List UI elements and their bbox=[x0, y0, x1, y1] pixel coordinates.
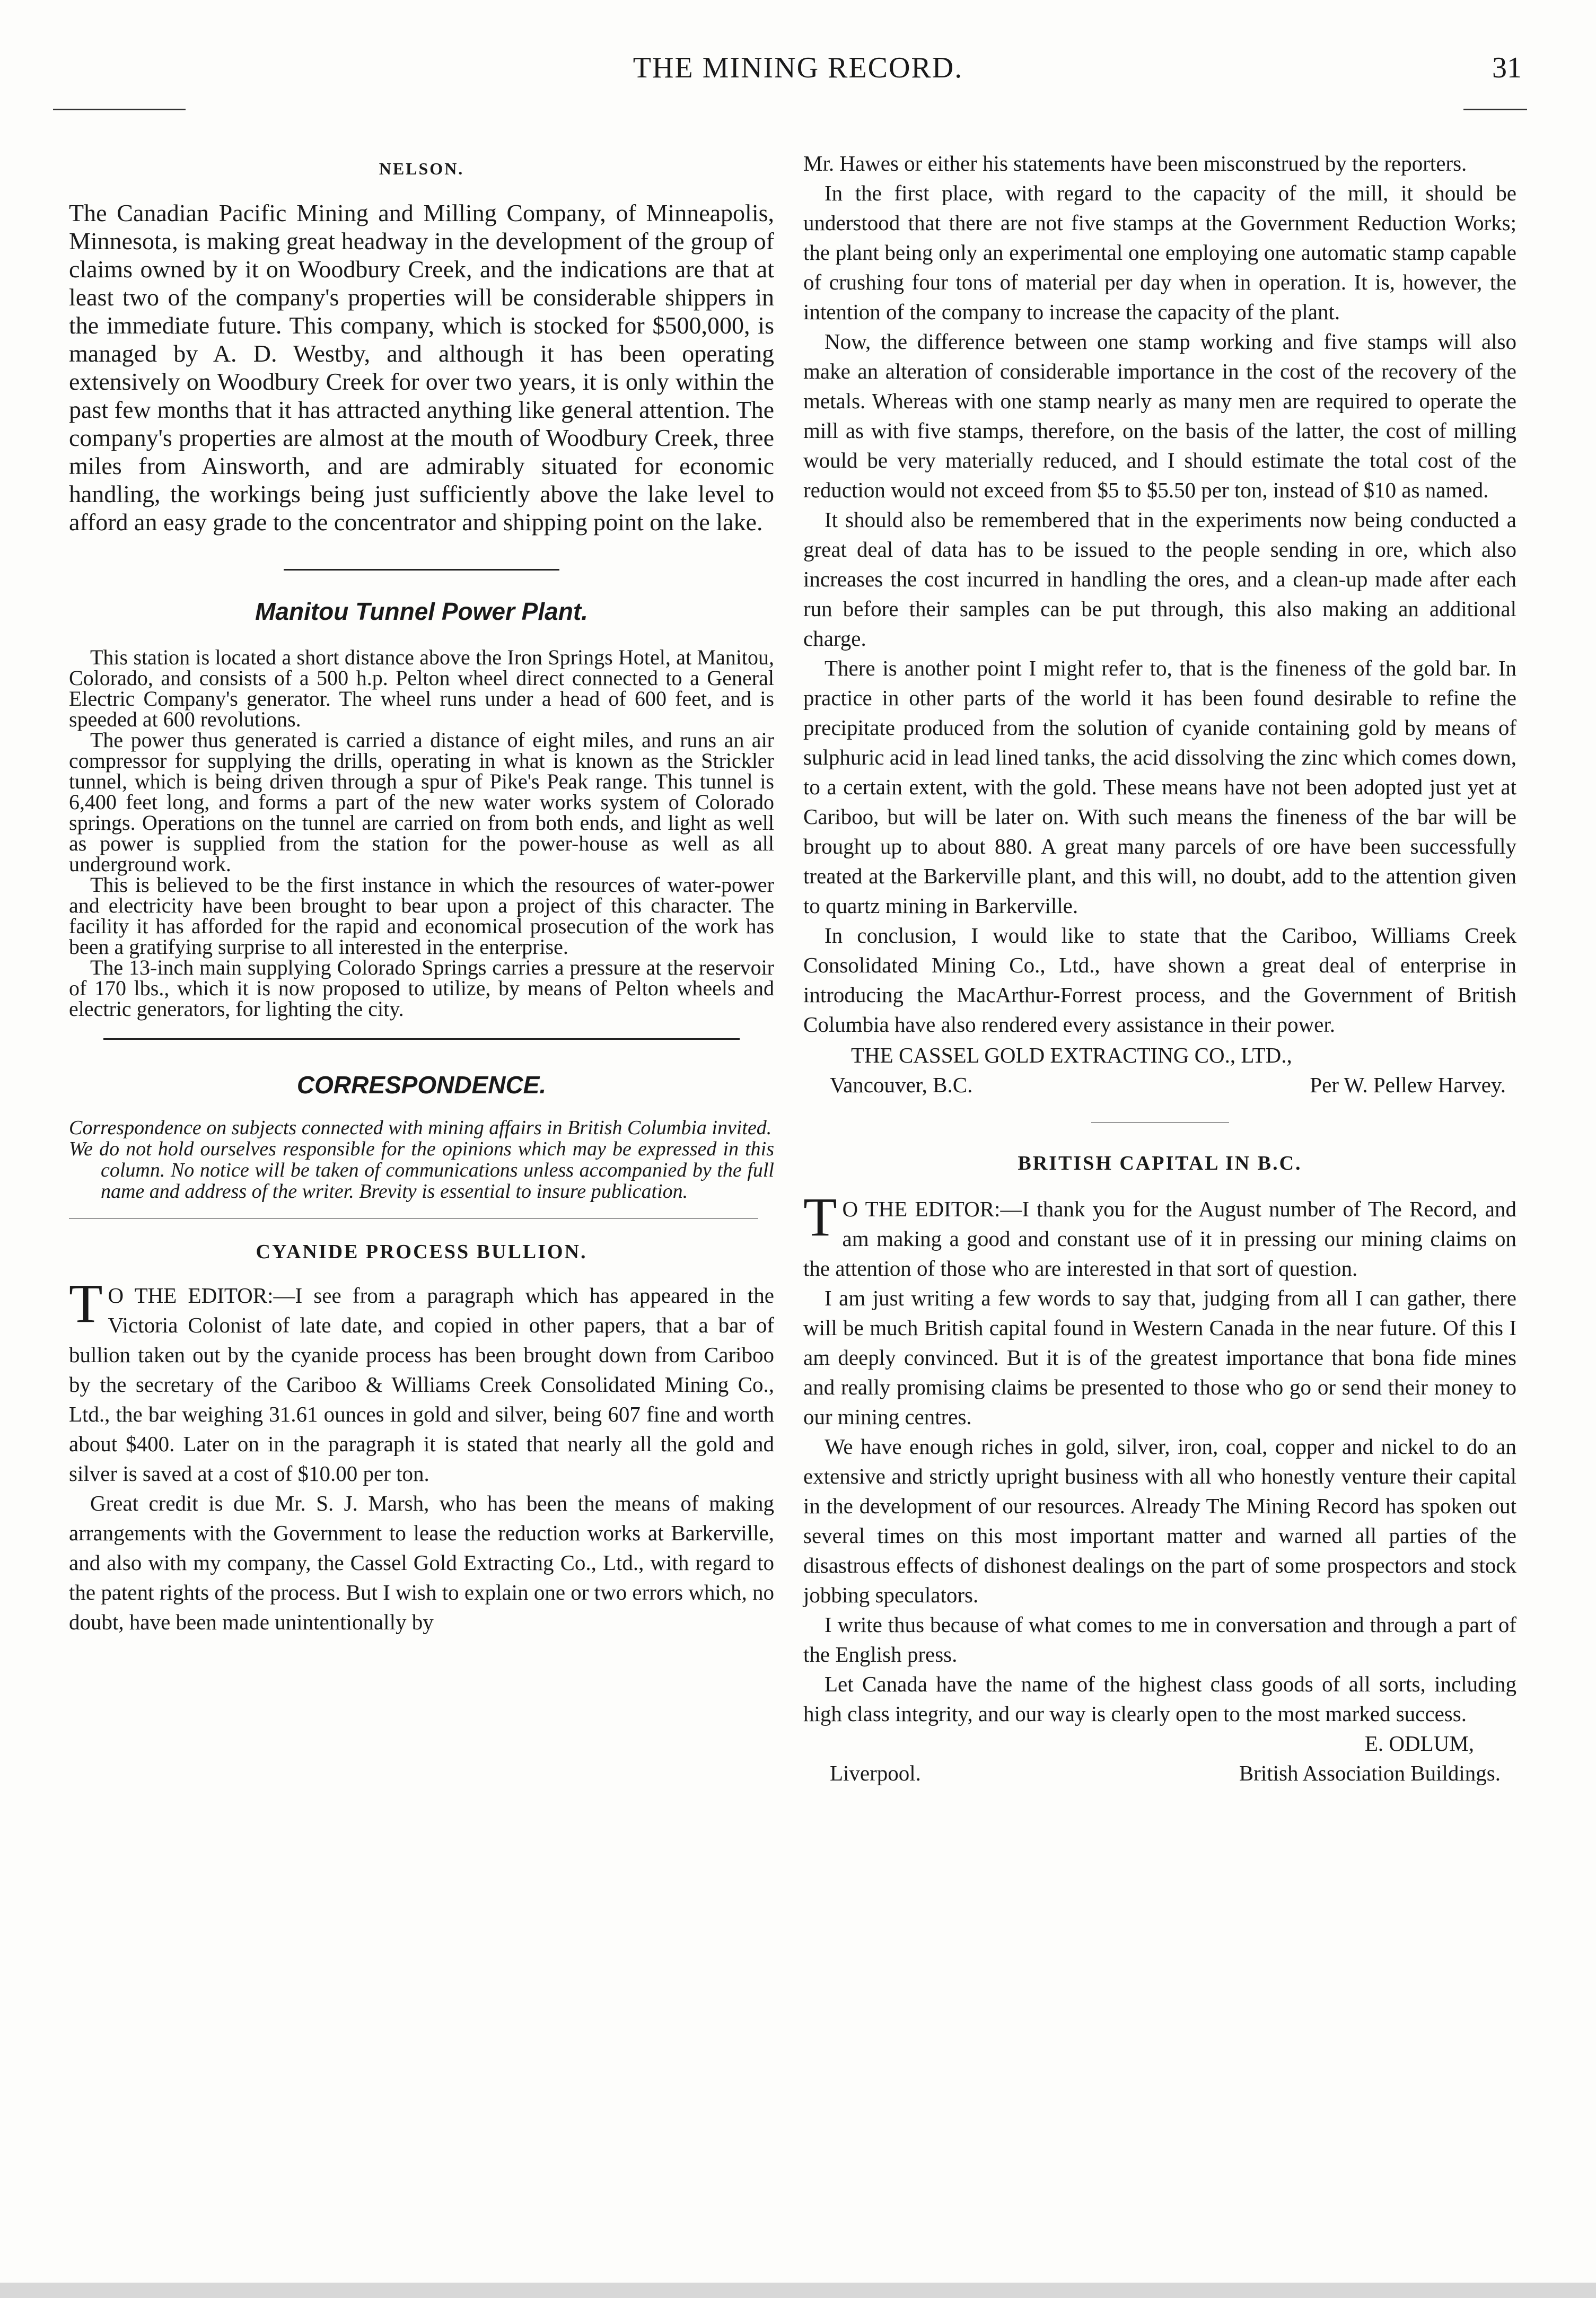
british-first-paragraph: T O THE EDITOR:—I thank you for the August number of The Record, and am making a good and constant use of it in pressing our mining claims on the attention of those who are interested in that sort of question. bbox=[803, 1187, 1516, 1280]
section-divider bbox=[284, 569, 559, 571]
nelson-paragraph: The Canadian Pacific Mining and Milling Company, of Minneapolis, Minnesota, is making great headway in the development of the group of claims owned by it on Woodbury Creek, and the indications are that at least two of the company's properties will be considerable shippers in the immediate future. This company, which is stocked for $500,000, is managed by A. D. Westby, and although it has been operating extensively on Woodbury Creek for over two years, it is only within the past few months that it has attracted anything like general attention. The company's properties are almost at the mouth of Woodbury Creek, three miles from Ainsworth, and are admirably situated for economic handling, the workings being just sufficiently above the lake level to afford an easy grade to the concentrator and shipping point on the lake. bbox=[69, 199, 774, 536]
signature-place: Vancouver, B.C. bbox=[830, 1073, 973, 1097]
manitou-paragraph: The 13-inch main supplying Colorado Springs carries a pressure at the reservoir of 170 lbs., which it is now proposed to utilize, by means of Pelton wheels and electric generators, for lighting the city. bbox=[69, 955, 774, 1021]
signature-address: British Association Buildings. bbox=[1239, 1761, 1501, 1785]
journal-title: THE MINING RECORD. bbox=[633, 51, 963, 84]
cyanide-signature bbox=[803, 1040, 1516, 1100]
drop-cap: T bbox=[803, 1187, 837, 1248]
british-paragraph: I am just writing a few words to say that, judging from all I can gather, there will be much British capital found in Western Canada in the near future. Of this I am deeply convinced. But it is of the greatest importance that bona fide mines and really promising claims be presented to those who go or send their money to our mining centres. bbox=[803, 1286, 1516, 1429]
british-signature bbox=[803, 1729, 1516, 1788]
header-rule-left bbox=[53, 109, 186, 110]
manitou-title: Manitou Tunnel Power Plant. bbox=[255, 598, 588, 625]
section-divider bbox=[69, 1218, 758, 1219]
manitou-paragraph: This is believed to be the first instance in which the resources of water-power and electricity have been brought to bear upon a project of this character. The facility it has afforded for the rapid and economical prosecution of the work has been a gratifying surprise to all interested in the enterprise. bbox=[69, 873, 774, 959]
signature-place: Liverpool. bbox=[830, 1761, 921, 1785]
drop-cap: T bbox=[69, 1273, 103, 1334]
correspondence-note: Correspondence on subjects connected with mining affairs in British Columbia invited. bbox=[69, 1117, 772, 1139]
manitou-paragraph: This station is located a short distance above the Iron Springs Hotel, at Manitou, Colorado, and consists of a 500 h.p. Pelton wheel direct connected to a General Electric Company's generator. The wheel runs under a head of 600 feet, and is speeded at 600 revolutions. bbox=[69, 645, 774, 731]
page-number: 31 bbox=[1492, 51, 1522, 84]
section-divider bbox=[1091, 1122, 1229, 1123]
cyanide-paragraph: Now, the difference between one stamp working and five stamps will also make an alteration of considerable importance in the cost of the recovery of the metals. Whereas with one stamp nearly as many men are required to operate the mill as with five stamps, therefore, on the basis of the latter, the cost of milling would be very materially reduced, and I should estimate the total cost of the reduction would not exceed from $5 to $5.50 per ton, instead of $10 as named. bbox=[803, 329, 1516, 502]
right-column bbox=[803, 148, 1516, 1788]
british-paragraph: Let Canada have the name of the highest class goods of all sorts, including high class integrity, and our way is clearly open to the most marked success. bbox=[803, 1672, 1516, 1726]
cyanide-article bbox=[69, 1273, 774, 1637]
british-paragraph: I write thus because of what comes to me in conversation and through a part of the English press. bbox=[803, 1612, 1516, 1667]
cyanide-paragraph: There is another point I might refer to, that is the fineness of the gold bar. In practice in other parts of the world it has been found desirable to refine the precipitate produced from the solution of cyanide containing gold by means of sulphuric acid in lead lined tanks, the acid dissolving the zinc which comes down, to a certain extent, with the gold. These means have not been adopted just yet at Cariboo, but will be later on. With such means the fineness of the bar will be brought up to about 880. A great many parcels of ore have been successfully treated at the Barkerville plant, and this will, no doubt, add to the attention given to quartz mining in Barkerville. bbox=[803, 656, 1516, 918]
british-paragraph: We have enough riches in gold, silver, iron, coal, copper and nickel to do an extensive and strictly upright business with all who honestly venture their capital in the development of our resources. Already The Mining Record has spoken out several times on this most important matter and warned all parties of the disastrous effects of dishonest dealings on the part of some prospectors and stock jobbing speculators. bbox=[803, 1434, 1516, 1607]
left-column bbox=[69, 148, 774, 1637]
nelson-title: NELSON. bbox=[379, 159, 464, 178]
cyanide-article-continued bbox=[803, 148, 1516, 1039]
header-rule-right bbox=[1463, 109, 1527, 110]
british-article bbox=[803, 1187, 1516, 1729]
scan-bottom-band bbox=[0, 2283, 1596, 2298]
manitou-article bbox=[69, 647, 774, 1019]
manitou-paragraph: The power thus generated is carried a distance of eight miles, and runs an air compressor for supplying the drills, operating in what is known as the Strickler tunnel, which is being driven through a spur of Pike's Peak range. This tunnel is 6,400 feet long, and forms a part of the new water works system of Colorado springs. Operations on the tunnel are carried on from both ends, and light as well as power is supplied from the station for the power-house as well as all underground work. bbox=[69, 728, 774, 876]
cyanide-paragraph: It should also be remembered that in the experiments now being conducted a great deal of data has to be issued to the people sending in ore, which also increases the cost incurred in handling the ores, and a clean-up made after each run before their samples can be put through, this also making an additional charge. bbox=[803, 507, 1516, 651]
running-head bbox=[58, 51, 1538, 93]
cyanide-paragraph: In conclusion, I would like to state that the Cariboo, Williams Creek Consolidated Mining Co., Ltd., have shown a great deal of enterprise in introducing the MacArthur-Forrest process, and the Government of British Columbia have also rendered every assistance in their power. bbox=[803, 923, 1516, 1037]
signature-name: Per W. Pellew Harvey. bbox=[1310, 1073, 1506, 1097]
nelson-article bbox=[69, 199, 774, 536]
cyanide-title: CYANIDE PROCESS BULLION. bbox=[256, 1241, 587, 1263]
signature-name: E. ODLUM, bbox=[1364, 1731, 1474, 1756]
correspondence-note: We do not hold ourselves responsible for the opinions which may be expressed in this column. No notice will be taken of communications unless accompanied by the full name and address of the writer. Brevity is essential to insure publication. bbox=[69, 1138, 774, 1203]
signature-company: THE CASSEL GOLD EXTRACTING CO., LTD., bbox=[851, 1043, 1292, 1067]
cyanide-first-paragraph: T O THE EDITOR:—I see from a paragraph which has appeared in the Victoria Colonist of late date, and copied in other papers, that a bar of bullion taken out by the cyanide process has been brought down from Cariboo by the secretary of the Cariboo & Williams Creek Consolidated Mining Co., Ltd., the bar weighing 31.61 ounces in gold and silver, being 607 fine and worth about $400. Later on in the paragraph it is stated that nearly all the gold and silver is saved at a cost of $10.00 per ton. bbox=[69, 1273, 774, 1486]
british-title: BRITISH CAPITAL IN B.C. bbox=[1018, 1152, 1302, 1174]
cyanide-continuation: Mr. Hawes or either his statements have been misconstrued by the reporters. bbox=[803, 151, 1467, 176]
correspondence-title: CORRESPONDENCE. bbox=[296, 1071, 547, 1099]
cyanide-paragraph: Great credit is due Mr. S. J. Marsh, who has been the means of making arrangements with the Government to lease the reduction works at Barkerville, and also with my company, the Cassel Gold Extracting Co., Ltd., with regard to the patent rights of the process. But I wish to explain one or two errors which, no doubt, have been made unintentionally by bbox=[69, 1491, 774, 1634]
cyanide-paragraph: In the first place, with regard to the capacity of the mill, it should be understood that there are not five stamps at the Government Reduction Works; the plant being only an experimental one employing one automatic stamp capable of crushing four tons of material per day when in operation. It is, however, the intention of the company to increase the capacity of the plant. bbox=[803, 181, 1516, 324]
correspondence-notes bbox=[69, 1117, 774, 1202]
section-divider bbox=[103, 1038, 740, 1040]
